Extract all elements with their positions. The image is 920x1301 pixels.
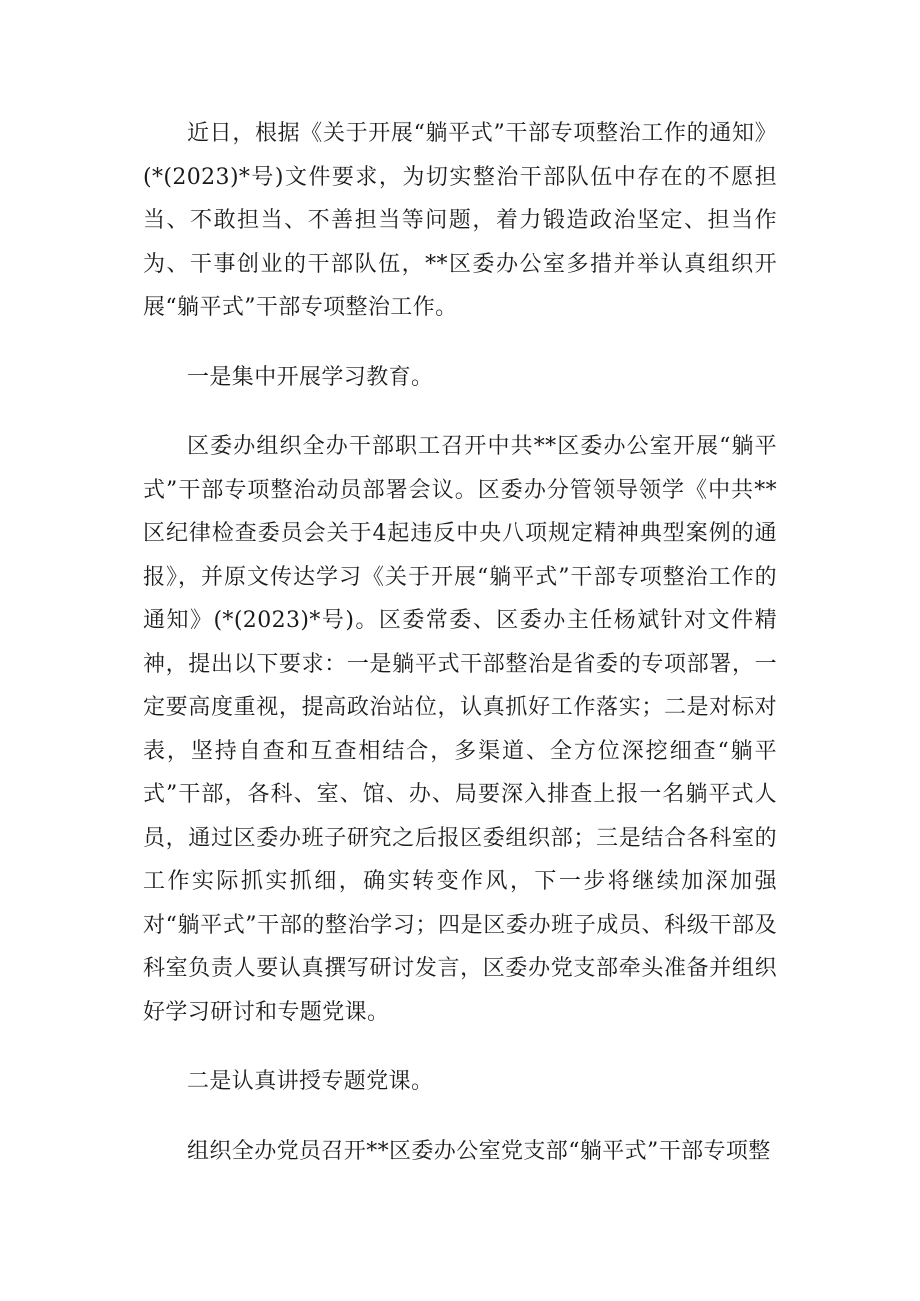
section-1-paragraph: 区委办组织全办干部职工召开中共**区委办公室开展“躺平式”干部专项整治动员部署会议。区委办分管领导领学《中共**区纪律检查委员会关于4起违反中央八项规定精神典型案例的通报》，并原文传达学习《关于开展“躺平式”干部专项整治工作的通知》(*(2023)*号)。区委常委、区委办主任杨斌针对文件精神，提出以下要求：一是躺平式干部整治是省委的专项部署，一定要高度重视，提高政治站位，认真抓好工作落实；二是对标对表，坚持自查和互查相结合，多渠道、全方位深挖细查“躺平式”干部，各科、室、馆、办、局要深入排查上报一名躺平式人员，通过区委办班子研究之后报区委组织部；三是结合各科室的工作实际抓实抓细，确实转变作风，下一步将继续加深加强对“躺平式”干部的整治学习；四是区委办班子成员、科级干部及科室负责人要认真撰写研讨发言，区委办党支部牵头准备并组织好学习研讨和专题党课。 bbox=[143, 434, 777, 1025]
intro-paragraph: 近日，根据《关于开展“躺平式”干部专项整治工作的通知》(*(2023)*号)文件要求，为切实整治干部队伍中存在的不愿担当、不敢担当、不善担当等问题，着力锻造政治坚定、担当作为、干事创业的干部队伍，**区委办公室多措并举认真组织开展“躺平式”干部专项整治工作。 bbox=[143, 121, 777, 320]
section-1-heading: 一是集中开展学习教育。 bbox=[187, 364, 434, 390]
document-body bbox=[143, 112, 777, 1173]
section-2-paragraph: 组织全办党员召开**区委办公室党支部“躺平式”干部专项整 bbox=[187, 1138, 771, 1164]
section-2-heading: 二是认真讲授专题党课。 bbox=[187, 1069, 434, 1094]
